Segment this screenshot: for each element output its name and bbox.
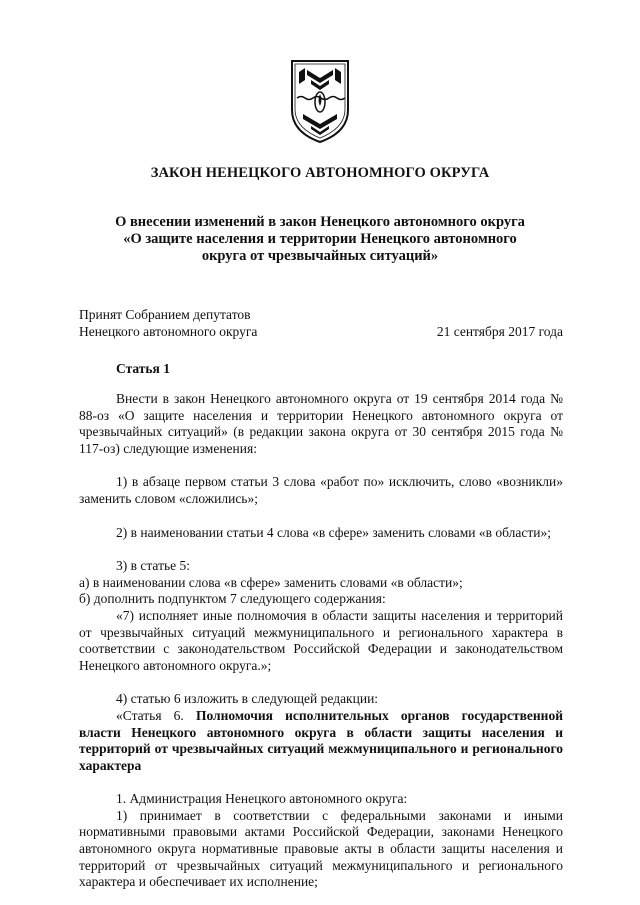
- amendment-item-3b: б) дополнить подпунктом 7 следующего содержания:: [79, 591, 386, 607]
- article-body: [79, 391, 563, 891]
- subtitle-line: «О защите населения и территории Ненецкого автономного: [123, 231, 517, 247]
- law-title: ЗАКОН НЕНЕЦКОГО АВТОНОМНОГО ОКРУГА: [150, 165, 490, 181]
- sub-section-1-item-1: 1) принимает в соответствии с федеральными законами и иными нормативными правовыми актами Российской Федерации, законами Ненецкого автономного округа нормативные правовые акты в области защиты населения и территорий от чрезвычайных ситуаций межмуниципального и регионального характера и обеспечивает их исполнение;: [79, 807, 563, 890]
- amendment-item-2: 2) в наименовании статьи 4 слова «в сфере» заменить словами «в области»;: [116, 524, 552, 540]
- coat-of-arms-emblem: [289, 58, 351, 144]
- amendment-item-4-lead: 4) статью 6 изложить в следующей редакции:: [116, 691, 379, 707]
- amendment-item-3-lead: 3) в статье 5:: [116, 558, 190, 574]
- article-heading: Статья 1: [116, 361, 170, 376]
- adoption-line-2: Ненецкого автономного округа: [79, 324, 258, 339]
- quote-bold-heading: Полномочия исполнительных органов государственной власти Ненецкого автономного округа в области защиты населения и территорий от чрезвычайных ситуаций межмуниципального и регионального характера: [79, 707, 563, 773]
- adoption-row: [79, 323, 563, 340]
- adoption-date: 21 сентября 2017 года: [436, 324, 563, 339]
- adoption-block: [79, 306, 563, 340]
- subtitle-line: округа от чрезвычайных ситуаций»: [201, 248, 439, 264]
- amendment-item-4-quote: [79, 708, 563, 774]
- article-intro: Внести в закон Ненецкого автономного округа от 19 сентября 2014 года № 88-оз «О защите населения и территории Ненецкого автономного округа от чрезвычайных ситуаций» (в редакции закона округа от 30 сентября 2015 года № 117-оз) следующие изменения:: [79, 391, 563, 456]
- quote-prefix: «Статья 6.: [116, 707, 184, 723]
- amendment-item-1: 1) в абзаце первом статьи 3 слова «работ по» исключить, слово «возникли» заменить словом «сложились»;: [79, 474, 563, 506]
- sub-section-1-lead: 1. Администрация Ненецкого автономного округа:: [116, 791, 408, 807]
- adoption-line-1: Принят Собранием депутатов: [79, 307, 251, 322]
- amendment-item-3a: а) в наименовании слова «в сфере» заменить словами «в области»;: [79, 574, 463, 590]
- subtitle-line: О внесении изменений в закон Ненецкого автономного округа: [115, 214, 525, 230]
- amendment-item-3-quote: «7) исполняет иные полномочия в области защиты населения и территорий от чрезвычайных ситуаций межмуниципального и регионального характера в соответствии с законодательством Российской Федерации и законодательством Ненецкого автономного округа.»;: [79, 607, 563, 673]
- law-subtitle: [60, 214, 580, 265]
